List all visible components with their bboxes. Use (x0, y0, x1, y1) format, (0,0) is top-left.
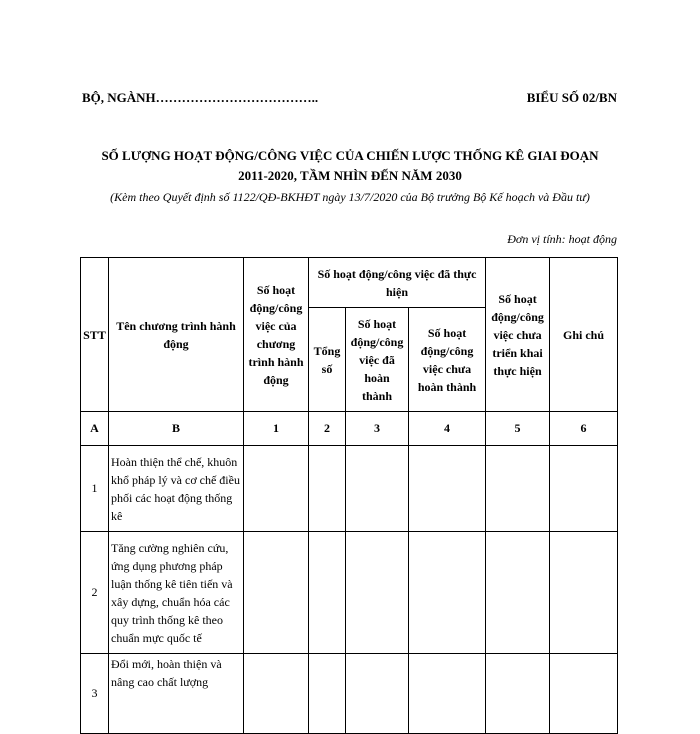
header-notes: Ghi chú (550, 258, 618, 412)
table-row (81, 446, 618, 532)
report-table (80, 257, 618, 734)
empty-cell (550, 532, 618, 654)
form-number: BIỂU SỐ 02/BN (526, 90, 617, 105)
empty-cell (244, 532, 309, 654)
column-number-cell: 6 (550, 412, 618, 446)
empty-cell (486, 446, 550, 532)
column-number-cell: 5 (486, 412, 550, 446)
program-name: Tăng cường nghiên cứu, ứng dụng phương pháp luận thống kê tiên tiến và xây dựng, chuẩn hóa các quy trình thống kê theo chuẩn mực quốc tế (109, 532, 244, 654)
empty-cell (244, 446, 309, 532)
empty-cell (409, 446, 486, 532)
empty-cell (309, 654, 346, 734)
empty-cell (346, 654, 409, 734)
document-title-line-1: SỐ LƯỢNG HOẠT ĐỘNG/CÔNG VIỆC CỦA CHIẾN LƯỢC THỐNG KÊ GIAI ĐOẠN (101, 148, 599, 163)
unit-label: Đơn vị tính: hoạt động (507, 232, 617, 246)
empty-cell (309, 532, 346, 654)
empty-cell (409, 532, 486, 654)
header-done-group: Số hoạt động/công việc đã thực hiện (309, 258, 486, 308)
row-number: 3 (81, 654, 109, 734)
document-title-line-2: 2011-2020, TẦM NHÌN ĐẾN NĂM 2030 (238, 168, 462, 183)
empty-cell (309, 446, 346, 532)
empty-cell (244, 654, 309, 734)
empty-cell (346, 532, 409, 654)
empty-cell (486, 532, 550, 654)
empty-cell (346, 446, 409, 532)
empty-cell (409, 654, 486, 734)
row-number: 2 (81, 532, 109, 654)
column-number-cell: 1 (244, 412, 309, 446)
column-number-cell: 2 (309, 412, 346, 446)
header-program-name: Tên chương trình hành động (109, 258, 244, 412)
header-not-completed: Số hoạt động/công việc chưa hoàn thành (409, 308, 486, 412)
header-completed: Số hoạt động/công việc đã hoàn thành (346, 308, 409, 412)
empty-cell (550, 654, 618, 734)
column-number-cell: 4 (409, 412, 486, 446)
column-number-cell: A (81, 412, 109, 446)
header-total: Tổng số (309, 308, 346, 412)
table-row (81, 532, 618, 654)
header-total-activities: Số hoạt động/công việc của chương trình hành động (244, 258, 309, 412)
row-number: 1 (81, 446, 109, 532)
empty-cell (550, 446, 618, 532)
program-name: Đổi mới, hoàn thiện và nâng cao chất lượng (109, 654, 244, 734)
header-stt: STT (81, 258, 109, 412)
column-number-cell: 3 (346, 412, 409, 446)
program-name: Hoàn thiện thể chế, khuôn khổ pháp lý và cơ chế điều phối các hoạt động thống kê (109, 446, 244, 532)
empty-cell (486, 654, 550, 734)
ministry-label: BỘ, NGÀNH……………………………….. (82, 90, 319, 105)
column-number-row (81, 412, 618, 446)
header-not-started: Số hoạt động/công việc chưa triển khai thực hiện (486, 258, 550, 412)
table-row (81, 654, 618, 734)
decision-note: (Kèm theo Quyết định số 1122/QĐ-BKHĐT ngày 13/7/2020 của Bộ trưởng Bộ Kế hoạch và Đầu tư) (110, 190, 590, 204)
column-number-cell: B (109, 412, 244, 446)
